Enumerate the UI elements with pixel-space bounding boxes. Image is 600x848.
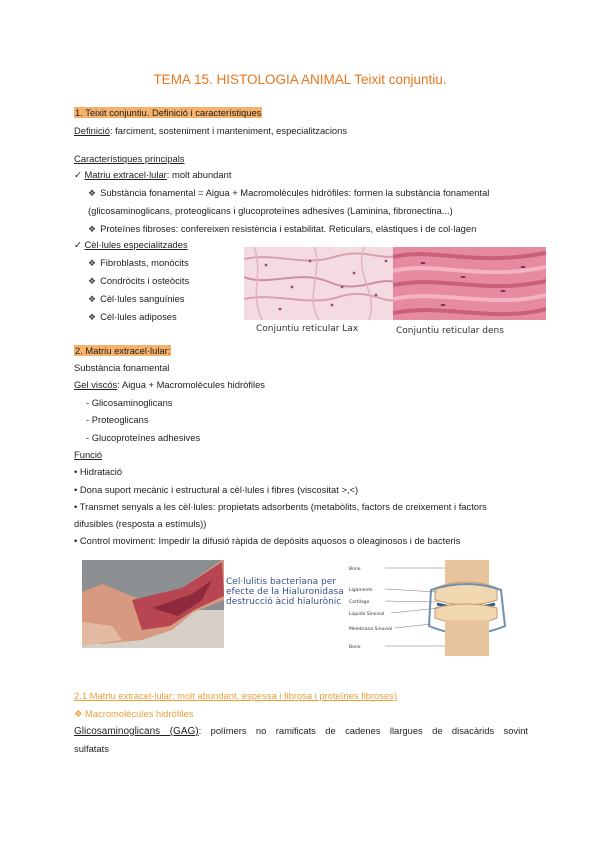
matrix-line (74, 168, 231, 181)
joint-label: Bone (349, 645, 361, 650)
page-title: TEMA 15. HISTOLOGIA ANIMAL Teixit conjuntiu. (153, 72, 447, 87)
function-item-continued: difusibles (resposta a estímuls)) (74, 518, 207, 529)
function-item: • Dona suport mecànic i estructural a cèl·lules i fibres (viscositat >,<) (74, 484, 359, 495)
dense-connective-tissue-image (393, 247, 546, 320)
section-2-heading-text: 2. Matriu extracel·lular: (75, 345, 171, 356)
gel-label: Gel viscós (74, 379, 118, 390)
function-item: • Hidratació (74, 466, 123, 477)
cells-label: Cèl·lules especialitzades (84, 239, 188, 250)
section-2-1-heading: 2.1 Matriu extracel·lular: molt abundant, espessa i fibrosa i proteïnes fibroses) (74, 690, 398, 701)
diamond-icon: ❖ (88, 312, 97, 322)
section-2-heading (74, 344, 171, 357)
gel-line (74, 378, 265, 391)
diamond-icon: ❖ (88, 224, 97, 234)
definition-text: : farciment, sosteniment i manteniment, especialitzacions (109, 125, 348, 136)
diamond-icon: ❖ (88, 188, 97, 198)
diamond-icon: ❖ (74, 708, 83, 719)
cell-item: ❖ Condròcits i osteòcits (88, 275, 190, 286)
gag-label: Glicosaminoglicans (GAG) (74, 726, 199, 737)
section-1-heading (74, 106, 262, 119)
function-item: • Control moviment: Impedir la difusió ràpida de depòsits aquosos o oleaginosos i de bacteris (74, 535, 461, 546)
definition-line (74, 124, 347, 137)
section-1-heading-text: 1. Teixit conjuntiu. Definició i característiques (75, 107, 262, 118)
list-item: - Glicosaminoglicans (86, 397, 173, 408)
characteristics-heading: Característiques principals (74, 153, 185, 164)
joint-label: Membrana Sinovial (349, 627, 393, 632)
gel-text: : Aigua + Macromolècules hidròfiles (117, 379, 265, 390)
joint-label: Liquido Sinovial (349, 612, 385, 617)
cell-item: ❖ Cèl·lules adiposes (88, 311, 177, 322)
loose-connective-tissue-image (244, 247, 397, 320)
function-item: • Transmet senyals a les cèl·lules: propietats adsorbents (metabòlits, factors de creixement i factors (74, 501, 487, 512)
diamond-icon: ❖ (88, 276, 97, 286)
matrix-text: : molt abundant (166, 169, 232, 180)
diamond-icon: ❖ (88, 294, 97, 304)
joint-label: Cartilage (349, 600, 370, 605)
joint-label: Bone (349, 567, 361, 572)
gag-text: : polímers no ramificats de cadenes llargues de disacàrids sovint (198, 725, 529, 736)
substance-line-2: (glicosaminoglicans, proteoglicans i glucoproteïnes adhesives (Laminina, fibronectina...) (88, 205, 453, 216)
check-icon: ✓ (74, 169, 82, 180)
check-icon: ✓ (74, 239, 82, 250)
list-item: - Proteoglicans (86, 414, 149, 425)
diamond-icon: ❖ (88, 258, 97, 268)
fibrous-proteins-text: Proteïnes fibroses: confereixen resistència i estabilitat. Reticulars, elàstiques i de col·lagen (100, 223, 477, 234)
list-item: - Glucoproteïnes adhesives (86, 432, 201, 443)
cells-line (74, 238, 188, 251)
synovial-joint-diagram (345, 560, 525, 656)
fibrous-proteins-line (88, 222, 476, 236)
cellulitis-caption: Cel·lulitis bacteriana per efecte de la Hialuronidasa destrucció àcid hialurònic (226, 577, 344, 607)
definition-label: Definició (74, 125, 110, 136)
matrix-label: Matriu extracel·lular (84, 169, 167, 180)
cell-item: ❖ Fibroblasts, monòcits (88, 257, 189, 268)
hydrophilic-macromolecules-text: Macromolècules hidròfiles (85, 708, 194, 719)
substance-text: Substància fonamental = Aigua + Macromolècules hidròfiles: formen la substància fonamental (100, 187, 490, 198)
joint-label: Ligaments (349, 588, 373, 593)
cell-item: ❖ Cèl·lules sanguínies (88, 293, 185, 304)
cellulitis-leg-photo (82, 560, 224, 648)
gag-definition-continued: sulfatats (74, 743, 109, 754)
gag-definition (74, 724, 528, 738)
loose-tissue-caption: Conjuntiu reticular Lax (256, 324, 359, 334)
function-label: Funció (74, 449, 103, 460)
fundamental-substance-title: Substància fonamental (74, 362, 170, 373)
dense-tissue-caption: Conjuntiu reticular dens (396, 326, 504, 336)
substance-line (88, 186, 489, 200)
hydrophilic-macromolecules-line (74, 707, 193, 720)
